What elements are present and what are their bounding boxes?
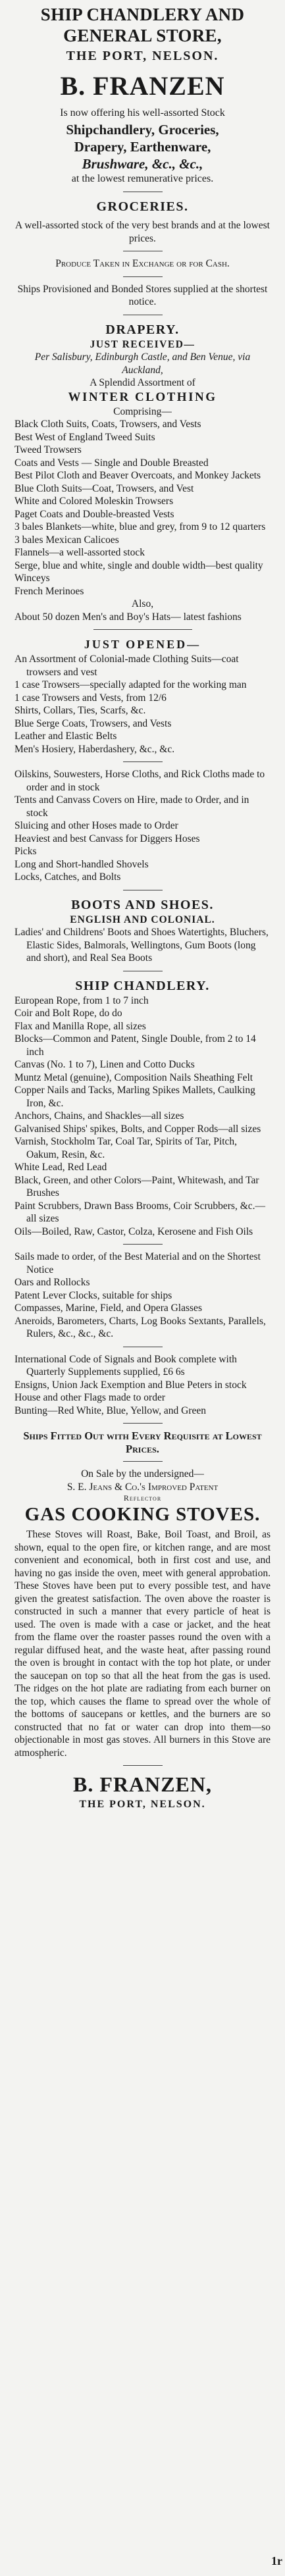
just-opened-item: Oilskins, Souwesters, Horse Cloths, and Rick Cloths made to order and in stock bbox=[14, 769, 265, 793]
just-opened-item: Men's Hosiery, Haberdashery, &c., &c. bbox=[14, 743, 175, 755]
drapery-item: Best Pilot Cloth and Beaver Overcoats, and Monkey Jackets bbox=[14, 470, 261, 481]
drapery-item: Blue Cloth Suits—Coat, Trowsers, and Vest bbox=[14, 482, 194, 494]
footer-address: THE PORT, NELSON. bbox=[79, 1799, 206, 1810]
divider bbox=[123, 1423, 163, 1424]
divider bbox=[123, 761, 163, 762]
sale-line-3: Reflector bbox=[123, 1493, 162, 1503]
just-opened-item: Locks, Catches, and Bolts bbox=[14, 871, 121, 883]
drapery-item: Coats and Vests — Single and Double Breasted bbox=[14, 457, 209, 469]
drapery-item: Black Cloth Suits, Coats, Trowsers, and Vests bbox=[14, 419, 201, 430]
footer-name: B. FRANZEN, bbox=[72, 1772, 212, 1796]
intro-text-1: Is now offering his well-assorted Stock bbox=[60, 107, 225, 118]
groceries-produce: Produce Taken in Exchange or for Cash. bbox=[55, 258, 230, 269]
ship-chandlery-item: Muntz Metal (genuine), Composition Nails Sheathing Felt bbox=[14, 1071, 253, 1083]
divider bbox=[123, 276, 163, 277]
proprietor-name: B. FRANZEN bbox=[60, 71, 225, 101]
drapery-item: 3 bales Blankets—white, blue and grey, from 9 to 12 quarters bbox=[14, 521, 266, 532]
drapery-item: Tweed Trowsers bbox=[14, 444, 82, 455]
just-opened-item: Heaviest and best Canvass for Diggers Hoses bbox=[14, 833, 200, 844]
divider bbox=[123, 1461, 163, 1462]
just-opened-item: Long and Short-handled Shovels bbox=[14, 858, 149, 870]
groceries-ships: Ships Provisioned and Bonded Stores supplied at the shortest notice. bbox=[17, 283, 268, 307]
drapery-title: DRAPERY. bbox=[105, 322, 180, 337]
ship-chandlery-item: Anchors, Chains, and Shackles—all sizes bbox=[14, 1110, 184, 1121]
ship-chandlery-item: Aneroids, Barometers, Charts, Log Books Sextants, Parallels, Rulers, &c., &c., &c. bbox=[14, 1315, 266, 1339]
drapery-also: Also, bbox=[131, 598, 154, 609]
ships-fitted-notice: Ships Fitted Out with Every Requisite at Lowest Prices. bbox=[23, 1430, 262, 1455]
ship-chandlery-item: Paint Scrubbers, Drawn Bass Brooms, Coir Scrubbers, &c.—all sizes bbox=[14, 1200, 265, 1224]
divider bbox=[123, 1765, 163, 1766]
winter-clothing-title: WINTER CLOTHING bbox=[68, 390, 217, 404]
drapery-item: 3 bales Mexican Calicoes bbox=[14, 534, 119, 546]
ship-chandlery-item: White Lead, Red Lead bbox=[14, 1162, 107, 1173]
drapery-per: Per Salisbury, Edinburgh Castle, and Ben Venue, via Auckland, bbox=[34, 351, 251, 376]
ship-chandlery-item: Oils—Boiled, Raw, Castor, Colza, Kerosene and Fish Oils bbox=[14, 1225, 253, 1237]
gas-stoves-body: These Stoves will Roast, Bake, Boil Toast, and Broil, as shown, equal to the open fire, or kitchen range, and are most convenient and economical, both in first cost and use, and having no gas inside the oven, meet with general approbation. These Stoves have been put to every possible test, and have given the greatest satisfaction. The oven above the roaster is constructed in such a manner that every particle of heat is used. The oven is made with a case or jacket, and the heat from the flame over the roaster passes round the oven with a regular diffused heat, and the waste heat, after passing round the oven is brought in contact with the top hot plate, or under the saucepan on top so that all the heat from the gas is used. The ridges on the hot plate are radiating from each burner on the top, which causes the flame to spread over the whole of the bottoms of saucepans or kettles, and the burners are so constructed that no fat or water can drop into them—so objectionable in most gas stoves. All burners in this Stove are atmospheric. bbox=[14, 1529, 271, 1759]
ship-chandlery-item: Flax and Manilla Rope, all sizes bbox=[14, 1020, 146, 1032]
gas-stoves-title: GAS COOKING STOVES. bbox=[24, 1504, 261, 1525]
ship-chandlery-item: Galvanised Ships' spikes, Bolts, and Copper Rods—all sizes bbox=[14, 1123, 261, 1135]
just-opened-item: Leather and Elastic Belts bbox=[14, 731, 117, 742]
ship-chandlery-item: Coir and Bolt Rope, do do bbox=[14, 1008, 122, 1019]
ship-chandlery-item: Blocks—Common and Patent, Single Double, from 2 to 14 inch bbox=[14, 1033, 256, 1058]
corner-mark: 1r bbox=[271, 2554, 282, 2567]
ship-chandlery-item: Ensigns, Union Jack Exemption and Blue Peters in stock bbox=[14, 1379, 247, 1391]
ship-chandlery-item: Bunting—Red White, Blue, Yellow, and Green bbox=[14, 1404, 207, 1416]
just-opened-item: 1 case Trowsers and Vests, from 12/6 bbox=[14, 692, 167, 704]
just-opened-item: Shirts, Collars, Ties, Scarfs, &c. bbox=[14, 705, 146, 716]
groceries-body: A well-assorted stock of the very best brands and at the lowest prices. bbox=[15, 220, 270, 244]
sale-line-1: On Sale by the undersigned— bbox=[81, 1468, 204, 1480]
ship-chandlery-item: Compasses, Marine, Field, and Opera Glasses bbox=[14, 1302, 202, 1314]
ship-chandlery-item: International Code of Signals and Book complete with Quarterly Supplements supplied, £6 6s bbox=[14, 1353, 237, 1378]
ship-chandlery-item: Black, Green, and other Colors—Paint, Whitewash, and Tar Brushes bbox=[14, 1174, 259, 1198]
ship-chandlery-item: European Rope, from 1 to 7 inch bbox=[14, 994, 149, 1006]
just-opened-title: JUST OPENED— bbox=[84, 638, 201, 651]
drapery-comprising: Comprising— bbox=[113, 405, 172, 417]
boots-title: BOOTS AND SHOES. bbox=[71, 897, 214, 912]
ship-chandlery-item: Sails made to order, of the Best Material and on the Shortest Notice bbox=[14, 1251, 261, 1275]
boots-subtitle: ENGLISH AND COLONIAL. bbox=[70, 914, 215, 925]
drapery-item: Serge, blue and white, single and double width—best quality bbox=[14, 559, 263, 571]
drapery-subtitle: JUST RECEIVED— bbox=[90, 338, 195, 350]
ship-chandlery-item: Varnish, Stockholm Tar, Coal Tar, Spirits of Tar, Pitch, Oakum, Resin, &c. bbox=[14, 1136, 238, 1160]
drapery-item: Winceys bbox=[14, 573, 50, 584]
divider bbox=[123, 1244, 163, 1245]
just-opened-item: An Assortment of Colonial-made Clothing Suits—coat trowsers and vest bbox=[14, 654, 239, 678]
just-opened-item: Sluicing and other Hoses made to Order bbox=[14, 820, 178, 831]
sale-line-2: S. E. Jeans & Co.'s Improved Patent bbox=[66, 1481, 219, 1493]
masthead-line-1: SHIP CHANDLERY AND bbox=[40, 5, 245, 24]
drapery-item: Best West of England Tweed Suits bbox=[14, 431, 155, 443]
drapery-item: Paget Coats and Double-breasted Vests bbox=[14, 508, 174, 520]
boots-body: Ladies' and Childrens' Boots and Shoes Watertights, Bluchers, Elastic Sides, Balmorals, Wellingtons, Gum Boots (long and short), and Real Sea Boots bbox=[14, 927, 269, 964]
ship-chandlery-item: Patent Lever Clocks, suitable for ships bbox=[14, 1289, 172, 1301]
drapery-splendid: A Splendid Assortment of bbox=[90, 377, 195, 388]
drapery-item: Flannels—a well-assorted stock bbox=[14, 547, 145, 558]
ship-chandlery-item: Canvas (No. 1 to 7), Linen and Cotto Ducks bbox=[14, 1059, 195, 1070]
intro-text-2: at the lowest remunerative prices. bbox=[71, 173, 214, 184]
just-opened-item: 1 case Trowsers—specially adapted for the working man bbox=[14, 679, 247, 690]
drapery-item: French Merinoes bbox=[14, 585, 84, 597]
groceries-title: GROCERIES. bbox=[96, 199, 189, 214]
ship-chandlery-item: House and other Flags made to order bbox=[14, 1392, 165, 1403]
just-opened-item: Tents and Canvass Covers on Hire, made to Order, and in stock bbox=[14, 794, 249, 819]
intro-goods-1: Shipchandlery, Groceries, bbox=[66, 122, 219, 138]
ship-chandlery-item: Oars and Rollocks bbox=[14, 1277, 90, 1288]
intro-goods-2: Drapery, Earthenware, bbox=[74, 139, 211, 155]
masthead-line-3: THE PORT, NELSON. bbox=[66, 49, 219, 63]
ship-chandlery-item: Copper Nails and Tacks, Marling Spikes Mallets, Caulking Iron, &c. bbox=[14, 1085, 255, 1109]
just-opened-item: Blue Serge Coats, Trowsers, and Vests bbox=[14, 717, 172, 729]
masthead-line-2: GENERAL STORE, bbox=[63, 26, 222, 45]
divider bbox=[93, 629, 192, 630]
ship-chandlery-title: SHIP CHANDLERY. bbox=[75, 978, 210, 993]
just-opened-item: Picks bbox=[14, 846, 37, 857]
drapery-item: White and Colored Moleskin Trowsers bbox=[14, 496, 174, 507]
intro-goods-3: Brushware, &c., &c., bbox=[82, 156, 203, 172]
drapery-also-item: About 50 dozen Men's and Boy's Hats— latest fashions bbox=[14, 611, 242, 623]
